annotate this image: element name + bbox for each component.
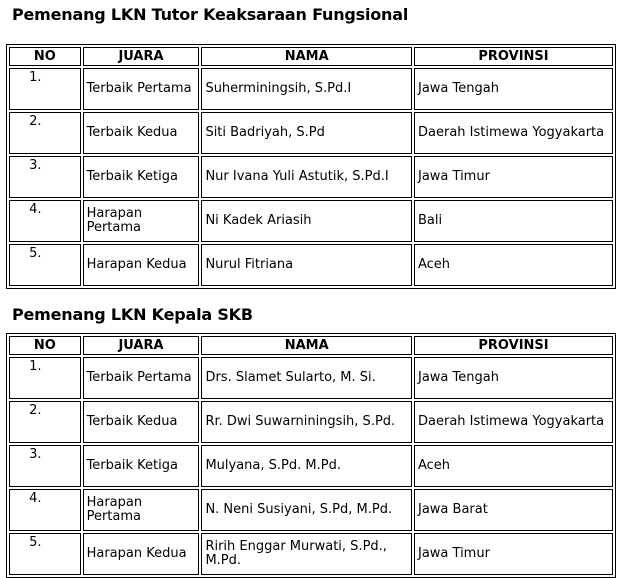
- cell-provinsi: Daerah Istimewa Yogyakarta: [414, 112, 613, 154]
- cell-juara: Harapan Kedua: [83, 533, 200, 575]
- table-row: [9, 489, 613, 531]
- header-no: NO: [9, 336, 81, 355]
- header-provinsi: PROVINSI: [414, 336, 613, 355]
- header-juara: JUARA: [83, 336, 200, 355]
- table-row: [9, 112, 613, 154]
- table-row: [9, 156, 613, 198]
- cell-juara: Terbaik Pertama: [83, 357, 200, 399]
- table-header-row: [9, 47, 613, 66]
- cell-provinsi: Jawa Timur: [414, 533, 613, 575]
- cell-no: 3.: [9, 156, 81, 198]
- cell-nama: Nurul Fitriana: [201, 244, 412, 286]
- table-row: [9, 445, 613, 487]
- cell-provinsi: Jawa Barat: [414, 489, 613, 531]
- cell-juara: Terbaik Kedua: [83, 112, 200, 154]
- header-provinsi: PROVINSI: [414, 47, 613, 66]
- cell-nama: N. Neni Susiyani, S.Pd, M.Pd.: [201, 489, 412, 531]
- cell-juara: Terbaik Ketiga: [83, 156, 200, 198]
- table-row: [9, 533, 613, 575]
- cell-nama: Siti Badriyah, S.Pd: [201, 112, 412, 154]
- table-row: [9, 68, 613, 110]
- cell-nama: Suherminingsih, S.Pd.I: [201, 68, 412, 110]
- cell-provinsi: Daerah Istimewa Yogyakarta: [414, 401, 613, 443]
- section-title-skb: Pemenang LKN Kepala SKB: [12, 305, 253, 324]
- winners-table-skb: [6, 333, 616, 578]
- cell-no: 2.: [9, 112, 81, 154]
- cell-nama: Nur Ivana Yuli Astutik, S.Pd.I: [201, 156, 412, 198]
- cell-no: 1.: [9, 68, 81, 110]
- cell-no: 1.: [9, 357, 81, 399]
- header-nama: NAMA: [201, 47, 412, 66]
- table-row: [9, 401, 613, 443]
- table-header-row: [9, 336, 613, 355]
- cell-juara: Terbaik Ketiga: [83, 445, 200, 487]
- section-title-tutor: Pemenang LKN Tutor Keaksaraan Fungsional: [12, 5, 409, 24]
- cell-no: 4.: [9, 200, 81, 242]
- cell-provinsi: Aceh: [414, 244, 613, 286]
- table-row: [9, 244, 613, 286]
- cell-no: 5.: [9, 533, 81, 575]
- cell-nama: Drs. Slamet Sularto, M. Si.: [201, 357, 412, 399]
- header-juara: JUARA: [83, 47, 200, 66]
- cell-nama: Rr. Dwi Suwarniningsih, S.Pd.: [201, 401, 412, 443]
- cell-nama: Mulyana, S.Pd. M.Pd.: [201, 445, 412, 487]
- header-no: NO: [9, 47, 81, 66]
- cell-juara: Terbaik Kedua: [83, 401, 200, 443]
- cell-juara: Harapan Kedua: [83, 244, 200, 286]
- cell-no: 4.: [9, 489, 81, 531]
- cell-no: 5.: [9, 244, 81, 286]
- cell-provinsi: Aceh: [414, 445, 613, 487]
- cell-juara: Terbaik Pertama: [83, 68, 200, 110]
- cell-provinsi: Jawa Tengah: [414, 68, 613, 110]
- cell-no: 3.: [9, 445, 81, 487]
- cell-provinsi: Jawa Tengah: [414, 357, 613, 399]
- cell-no: 2.: [9, 401, 81, 443]
- cell-provinsi: Jawa Timur: [414, 156, 613, 198]
- cell-juara: Harapan Pertama: [83, 200, 200, 242]
- table-row: [9, 200, 613, 242]
- table-row: [9, 357, 613, 399]
- cell-juara: Harapan Pertama: [83, 489, 200, 531]
- cell-provinsi: Bali: [414, 200, 613, 242]
- cell-nama: Ni Kadek Ariasih: [201, 200, 412, 242]
- header-nama: NAMA: [201, 336, 412, 355]
- winners-table-tutor: [6, 44, 616, 289]
- cell-nama: Ririh Enggar Murwati, S.Pd., M.Pd.: [201, 533, 412, 575]
